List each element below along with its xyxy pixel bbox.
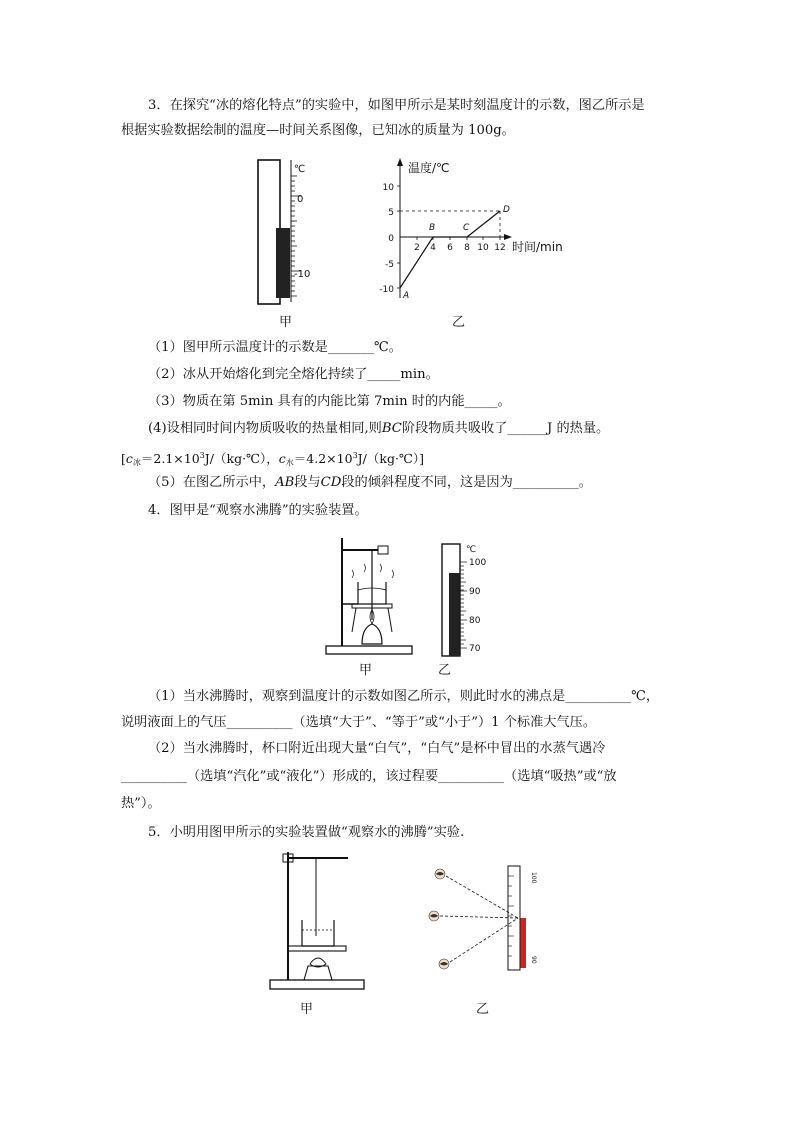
q3-thermometer-label-minus10: -10 (294, 269, 311, 280)
q3-stem-line2: 根据实验数据绘制的温度—时间关系图像，已知冰的质量为 100g。 (121, 123, 515, 138)
q4-part2-line2: __________（选填“汽化”或“液化”）形成的，该过程要__________（选填“吸热”或“放 (121, 769, 617, 784)
q3-graph-xtick-10: 10 (477, 243, 489, 253)
q4-stem: 4．图甲是“观察水沸腾”的实验装置。 (148, 503, 368, 518)
q4-burner (362, 624, 382, 644)
q3-graph-figure (370, 156, 590, 306)
q4-thermometer-column (449, 573, 460, 656)
q4-part1-line1: （1）当水沸腾时，观察到温度计的示数如图乙所示，则此时水的沸点是__________℃， (148, 689, 660, 704)
q3-stem-line1: 3．在探究“冰的熔化特点”的实验中，如图甲所示是某时刻温度计的示数，图乙所示是 (148, 98, 645, 113)
q3-graph-x-arrow (504, 234, 512, 240)
q3-part4-pre: (4)设相同时间内物质吸收的热量相同,则 (148, 421, 382, 436)
q5-thermometer-column (520, 918, 526, 968)
q4-thermometer-ticks (460, 562, 467, 648)
q4-thermometer-label-80: 80 (469, 616, 481, 626)
q3-graph-ytick-minus10: -10 (379, 285, 394, 295)
q3-graph-ytick-10: 10 (382, 183, 394, 193)
q3-graph-xtick-4: 4 (430, 243, 436, 253)
q3-thermometer-label-0: 0 (297, 194, 304, 205)
q3-part1: （1）图甲所示温度计的示数是_______℃。 (148, 340, 402, 355)
q3-part4-mid: 阶段物质共吸收了______J 的热量。 (401, 421, 610, 436)
q5-caption-right: 乙 (476, 1002, 490, 1017)
q3-caption-left: 甲 (279, 315, 293, 330)
q3-graph-ytick-5: 5 (388, 208, 394, 218)
q3-graph-point-b: B (429, 223, 436, 233)
q5-apparatus-figure (268, 848, 368, 994)
q4-part1-line2: 说明液面上的气压__________（选填“大于”、“等于”或“小于”）1 个标准大气压。 (121, 715, 597, 730)
q3-graph-xtick-8: 8 (464, 243, 470, 253)
q3-part4 (148, 420, 609, 438)
q3-part4-constants: [$c_冰=2.1\times 10^3J/(kg\cdot℃)$，$c_水=4.2\times 10^3J/(kg\cdot℃)$] (121, 451, 425, 467)
q3-graph-ylabel: 温度/℃ (408, 161, 450, 175)
q3-thermometer-column (276, 228, 290, 298)
q5-sight-lines (440, 876, 518, 962)
q5-burner (304, 966, 332, 980)
q5-caption-left: 甲 (300, 1002, 314, 1017)
q5-stem: 5．小明用图甲所示的实验装置做“观察水的沸腾”实验. (148, 825, 465, 840)
q4-caption-left: 甲 (359, 663, 373, 678)
q4-thermometer-unit: ℃ (466, 545, 477, 555)
q5-thermometer-tube (508, 866, 520, 970)
q3-graph-xlabel: 时间/min (512, 240, 563, 254)
q5-eye-icon-middle (429, 911, 439, 921)
q5-beaker (302, 920, 334, 946)
q5-ring-plate (288, 946, 346, 951)
q5-thermometer-label-90: 90 (530, 956, 537, 964)
q3-caption-right: 乙 (452, 315, 466, 330)
q4-thermometer-label-90: 90 (469, 587, 481, 597)
q4-part2-line3: 热”）。 (121, 796, 161, 811)
q3-graph-point-a: A (403, 291, 410, 301)
q3-thermometer-unit: ℃ (294, 164, 306, 175)
q3-part3: （3）物质在第 5min 具有的内能比第 7min 时的内能_____。 (148, 394, 511, 409)
q5-base (270, 980, 364, 989)
q4-thermometer-figure (436, 540, 496, 660)
q3-graph-ytick-0: 0 (388, 234, 394, 244)
q5-eye-icon-top (435, 869, 445, 879)
q4-thermometer-label-100: 100 (469, 558, 487, 568)
q4-caption-right: 乙 (438, 663, 452, 678)
q3-graph-xtick-6: 6 (447, 243, 453, 253)
q3-graph-xtick-12: 12 (494, 243, 506, 253)
q3-part5: （5）在图乙所示中，AB段与CD段的倾斜程度不同，这是因为__________。 (148, 475, 592, 490)
q3-graph-xtick-2: 2 (414, 243, 420, 253)
q3-thermometer-figure (250, 156, 320, 308)
q3-part2: （2）冰从开始熔化到完全熔化持续了_____min。 (148, 367, 439, 382)
q4-apparatus-figure (322, 532, 417, 660)
q4-base (326, 646, 412, 654)
q3-graph-ytick-minus5: -5 (385, 260, 394, 270)
q4-thermometer-label-70: 70 (469, 644, 481, 654)
q3-part4-var: BC (381, 421, 402, 436)
q5-reading-figure (424, 860, 554, 980)
q3-graph-y-arrow (397, 158, 403, 166)
q3-graph-point-c: C (463, 223, 470, 233)
q5-eye-icon-bottom (439, 959, 449, 969)
q5-thermometer-ticks (508, 876, 514, 956)
q5-thermometer-label-100: 100 (530, 872, 537, 884)
q3-graph-point-d: D (503, 205, 510, 215)
q4-part2-line1: （2）当水沸腾时，杯口附近出现大量“白气”，“白气”是杯中冒出的水蒸气遇冷 (148, 741, 606, 756)
